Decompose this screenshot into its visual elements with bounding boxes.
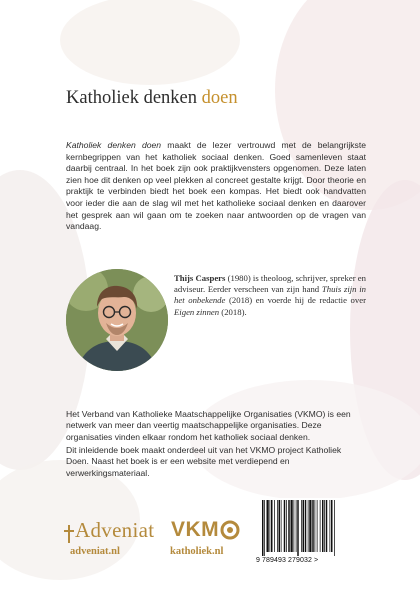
barcode-bar (271, 500, 273, 552)
barcode-bar (334, 500, 335, 556)
barcode-bar (288, 500, 290, 552)
barcode-bar (301, 500, 302, 552)
barcode-bar (326, 500, 328, 552)
vkmo-logo (171, 518, 240, 542)
author-book-1: Thuis zijn in het onbekende (174, 284, 366, 306)
barcode-bar (281, 500, 282, 552)
vkmo-paragraph: Het Verband van Katholieke Maatschappelijke Organisaties (VKMO) is een netwerk van meer dan veertig maatschappelijke organisaties. Deze organisaties vinden elkaar rondom het katholiek sociaal denken. (66, 409, 351, 442)
barcode-bar (262, 500, 264, 556)
isbn-barcode (256, 498, 360, 570)
barcode-bar (312, 500, 314, 552)
barcode-bar (330, 500, 331, 552)
barcode-bar (317, 500, 318, 552)
intro-paragraph (66, 140, 366, 233)
barcode-bar (297, 500, 299, 556)
isbn-number: 9 789493 279032 (256, 557, 312, 564)
author-portrait (66, 269, 168, 371)
author-photo-illustration (66, 269, 168, 371)
barcode-bar (309, 500, 311, 552)
adveniat-name: Adveniat (75, 518, 155, 542)
vkmo-website: katholiek.nl (170, 546, 224, 557)
barcode-bar (303, 500, 305, 552)
barcode-bar (315, 500, 316, 552)
barcode-bars (256, 498, 360, 556)
author-block (66, 269, 366, 379)
adveniat-wordmark (64, 518, 154, 543)
intro-text: maakt de lezer vertrouwd met de belangrijkste kernbegrippen van het katholiek sociaal denken. Goed samenleven staat daarbij centraal. In het boek zijn ook praktijkvensters opgenomen. Deze laten zien hoe dit denken op veel plekken al concreet gestalte krijgt. Door theorie en praktijk te verbinden biedt het boek een kompas. Het biedt ook handvatten voor ieder die aan de slag wil met het katholieke sociaal denken en daarover het gesprek aan wil gaan om te zoeken naar antwoorden op de vragen van vandaag. (66, 140, 366, 232)
barcode-bar (270, 500, 271, 552)
title-accent: doen (201, 88, 238, 108)
adveniat-cross-icon (64, 525, 74, 543)
book-title (66, 88, 238, 109)
barcode-digits (256, 557, 360, 564)
adveniat-website: adveniat.nl (70, 546, 120, 557)
author-book-2: Eigen zinnen (174, 306, 220, 317)
barcode-arrow: > (314, 557, 319, 564)
barcode-bar (291, 500, 293, 552)
title-main: Katholiek denken (66, 88, 202, 108)
barcode-bar (322, 500, 324, 552)
barcode-bar (324, 500, 325, 552)
barcode-bar (296, 500, 297, 552)
barcode-bar (267, 500, 269, 552)
project-paragraph: Dit inleidende boek maakt onderdeel uit van het VKMO project Katholiek Doen. Naast het boek is er een website met verdiepend en verwerkingsmateriaal. (66, 445, 342, 478)
barcode-bar (294, 500, 295, 552)
intro-book-title: Katholiek denken doen (66, 140, 162, 150)
adveniat-logo (64, 518, 154, 543)
vkmo-wordmark: VKM (171, 518, 220, 541)
barcode-bar (331, 500, 333, 552)
barcode-bar (274, 500, 275, 552)
author-bio-part-1: (1980) is theoloog, schrijver, spreker en adviseur. Eerder verscheen van zijn hand (174, 273, 366, 295)
barcode-bar (308, 500, 309, 552)
author-name: Thijs Caspers (174, 273, 226, 283)
author-bio-part-2: (2018) en voerde hij de redactie over (225, 295, 366, 306)
barcode-bar (284, 500, 286, 552)
barcode-bar (277, 500, 278, 552)
barcode-bar (320, 500, 321, 552)
barcode-bar (305, 500, 307, 552)
barcode-bar (286, 500, 287, 552)
vkmo-o-icon (220, 520, 240, 540)
barcode-bar (264, 500, 265, 556)
author-bio (174, 273, 366, 318)
barcode-bar (279, 500, 281, 552)
author-bio-part-3: (2018). (219, 306, 247, 317)
